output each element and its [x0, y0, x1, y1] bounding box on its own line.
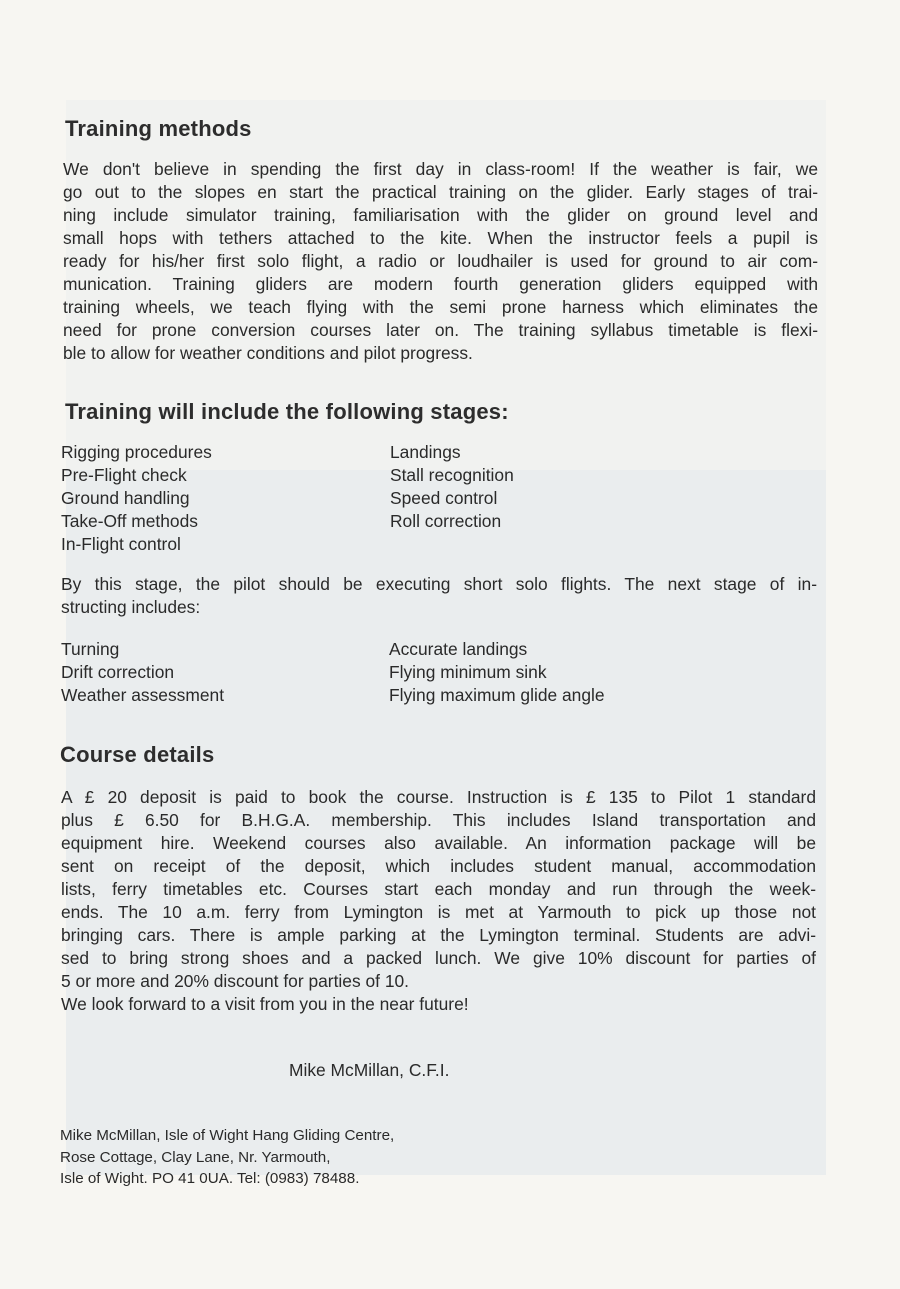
list-item: Landings — [390, 442, 461, 462]
next-stages-list-left — [61, 638, 224, 707]
intermediate-paragraph — [61, 573, 817, 619]
text-line: A £ 20 deposit is paid to book the course. Instruction is £ 135 to Pilot 1 standard — [61, 787, 816, 807]
text-line: bringing cars. There is ample parking at the Lymington terminal. Students are advi- — [61, 925, 816, 945]
list-item: Pre-Flight check — [61, 465, 187, 485]
training-methods-heading: Training methods — [65, 116, 252, 141]
list-item: Ground handling — [61, 488, 190, 508]
signature: Mike McMillan, C.F.I. — [289, 1060, 450, 1080]
course-details-paragraph — [61, 786, 816, 1016]
list-item: Turning — [61, 639, 120, 659]
course-details-heading: Course details — [60, 742, 215, 767]
text-line: We look forward to a visit from you in the near future! — [61, 994, 469, 1014]
list-item: Stall recognition — [390, 465, 514, 485]
stages-list-left — [61, 441, 212, 556]
list-item: Weather assessment — [61, 685, 225, 705]
text-line: sent on receipt of the deposit, which includes student manual, accommodation — [61, 856, 816, 876]
text-line: sed to bring strong shoes and a packed lunch. We give 10% discount for parties of — [61, 948, 816, 968]
stages-list-right — [390, 441, 514, 533]
text-line: munication. Training gliders are modern fourth generation gliders equipped with — [63, 274, 818, 294]
list-item: Rigging procedures — [61, 442, 212, 462]
list-item: Flying minimum sink — [389, 662, 547, 682]
address-line: Mike McMillan, Isle of Wight Hang Gliding Centre, — [60, 1127, 395, 1144]
training-methods-paragraph — [63, 158, 818, 365]
text-line: We don't believe in spending the first day in class-room! If the weather is fair, we — [63, 159, 818, 179]
list-item: Accurate landings — [389, 639, 528, 659]
text-line: lists, ferry timetables etc. Courses start each monday and run through the week- — [61, 879, 816, 899]
list-item: In-Flight control — [61, 534, 181, 554]
list-item: Drift correction — [61, 662, 175, 682]
address-block — [60, 1125, 394, 1190]
text-line: training wheels, we teach flying with the semi prone harness which eliminates the — [63, 297, 818, 317]
list-item: Roll correction — [390, 511, 502, 531]
address-line: Rose Cottage, Clay Lane, Nr. Yarmouth, — [60, 1148, 331, 1166]
list-item: Speed control — [390, 488, 498, 508]
text-line: ready for his/her first solo flight, a radio or loudhailer is used for ground to air com- — [63, 251, 818, 271]
stages-heading: Training will include the following stages: — [65, 399, 509, 424]
text-line: 5 or more and 20% discount for parties of 10. — [61, 971, 410, 991]
text-line: equipment hire. Weekend courses also available. An information package will be — [61, 833, 816, 853]
next-stages-list-right — [389, 638, 605, 707]
list-item: Take-Off methods — [61, 511, 198, 531]
text-line: By this stage, the pilot should be executing short solo flights. The next stage of in- — [61, 574, 817, 594]
address-line: Isle of Wight. PO 41 0UA. Tel: (0983) 78488. — [60, 1170, 360, 1187]
list-item: Flying maximum glide angle — [389, 685, 605, 705]
text-line: go out to the slopes en start the practical training on the glider. Early stages of trai- — [63, 182, 818, 202]
text-line: need for prone conversion courses later on. The training syllabus timetable is flexi- — [63, 320, 818, 340]
text-line: ning include simulator training, familiarisation with the glider on ground level and — [63, 205, 818, 225]
text-line: ends. The 10 a.m. ferry from Lymington is met at Yarmouth to pick up those not — [61, 902, 816, 922]
text-line: structing includes: — [61, 597, 201, 617]
text-line: small hops with tethers attached to the kite. When the instructor feels a pupil is — [63, 228, 818, 248]
text-line: ble to allow for weather conditions and pilot progress. — [63, 343, 473, 363]
text-line: plus £ 6.50 for B.H.G.A. membership. This includes Island transportation and — [61, 810, 816, 830]
